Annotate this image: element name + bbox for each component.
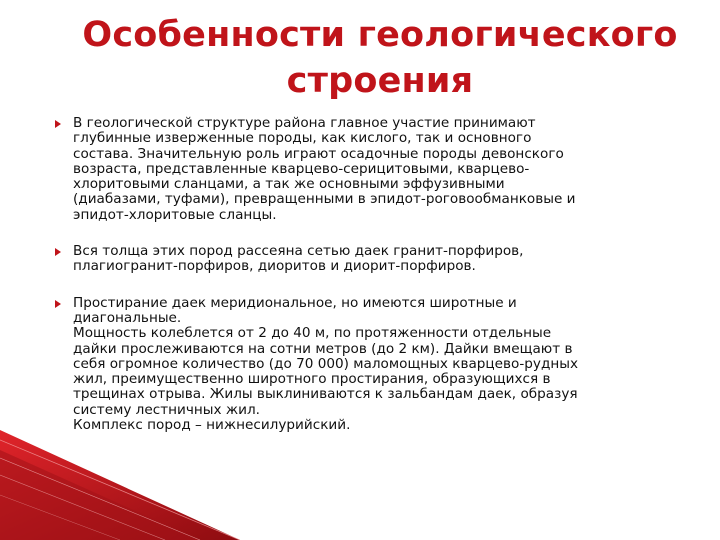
corner-decoration [0, 430, 240, 540]
bullet-item [55, 116, 695, 223]
bullet-list [55, 116, 695, 433]
bullet-text: В геологической структуре района главное участие принимают глубинные изверженные породы, как кислого, так и основного состава. Значительную роль играют осадочные породы девонского возраста, представленные кварцево-серицитовыми, кварцево- хлоритовыми сланцами, а так же основными эффузивными (диабазами, туфами), превращенными в эпидот-роговообманковые и эпидот-хлоритовые сланцы. [73, 115, 576, 223]
triangle-bullet-icon [55, 120, 61, 128]
bullet-item [55, 244, 695, 275]
bullet-text: Вся толща этих пород рассеяна сетью даек гранит-порфиров, плагиогранит-порфиров, диоритов и диорит-порфиров. [73, 243, 524, 275]
slide-title: Особенности геологического строения [82, 15, 678, 101]
bullet-item [55, 296, 695, 434]
triangle-bullet-icon [55, 300, 61, 308]
bullet-text: Простирание даек меридиональное, но имеются широтные и диагональные. Мощность колеблется от 2 до 40 м, по протяженности отдельные дайки прослеживаются на сотни метров (до 2 км). Дайки вмещают в себя огромное количество (до 70 000) маломощных кварцево-рудных жил, преимущественно широтного простирания, образующихся в трещинах отрыва. Жилы выклиниваются к зальбандам даек, образуя систему лестничных жил. Комплекс пород – нижнесилурийский. [73, 294, 579, 434]
triangle-bullet-icon [55, 248, 61, 256]
